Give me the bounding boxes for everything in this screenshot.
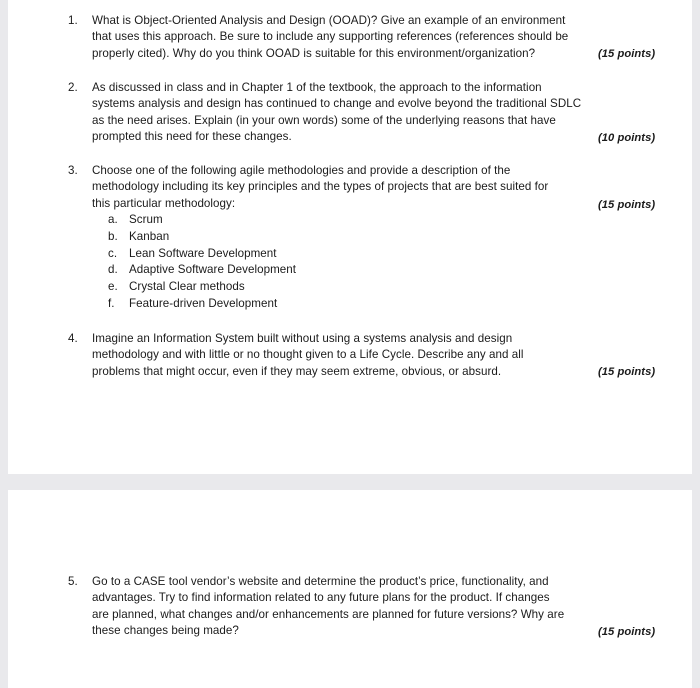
option-text: Feature-driven Development — [129, 297, 278, 310]
question-5-line-1: Go to a CASE tool vendor’s website and determine the product’s price, functionality, and — [92, 575, 549, 588]
option-letter: e. — [108, 280, 118, 294]
question-3-line-1: Choose one of the following agile methodologies and provide a description of the — [92, 164, 511, 177]
option-letter: b. — [108, 229, 118, 243]
question-5-number: 5. — [68, 575, 78, 588]
question-4-line-3: problems that might occur, even if they may seem extreme, obvious, or absurd. — [92, 364, 502, 378]
option-text: Adaptive Software Development — [129, 263, 297, 277]
question-2-number: 2. — [68, 81, 78, 94]
question-1-number: 1. — [68, 14, 78, 27]
question-1-points: (15 points) — [598, 48, 656, 60]
question-1-line-3: properly cited). Why do you think OOAD is suitable for this environment/organization? — [92, 46, 536, 60]
document-page-1 — [8, 0, 692, 474]
question-1-line-2: that uses this approach. Be sure to include any supporting references (references should be — [92, 30, 569, 44]
question-2-line-1: As discussed in class and in Chapter 1 of the textbook, the approach to the information — [92, 81, 542, 94]
question-4-number: 4. — [68, 332, 78, 345]
option-text: Scrum — [129, 213, 163, 226]
question-5-line-3: are planned, what changes and/or enhancements are planned for future versions? Why are — [92, 607, 565, 621]
question-2-line-4: prompted this need for these changes. — [92, 130, 292, 144]
option-letter: d. — [108, 263, 118, 277]
question-4-line-2: methodology and with little or no thought given to a Life Cycle. Describe any and all — [92, 348, 524, 362]
question-5-line-2: advantages. Try to find information related to any future plans for the product. If changes — [92, 591, 550, 605]
question-3-line-3: this particular methodology: — [92, 196, 236, 210]
question-5-points: (15 points) — [598, 626, 656, 638]
option-text: Kanban — [129, 229, 170, 243]
question-2-line-2: systems analysis and design has continued to change and evolve beyond the traditional SDLC — [92, 97, 582, 111]
question-5-line-4: these changes being made? — [92, 624, 239, 638]
option-letter: a. — [108, 213, 118, 226]
option-text: Lean Software Development — [129, 246, 277, 260]
question-4-line-1: Imagine an Information System built without using a systems analysis and design — [92, 332, 513, 345]
question-3-line-2: methodology including its key principles and the types of projects that are best suited for — [92, 180, 549, 194]
question-4-points: (15 points) — [598, 366, 656, 378]
question-3-points: (15 points) — [598, 199, 656, 211]
question-1-line-1: What is Object-Oriented Analysis and Design (OOAD)? Give an example of an environment — [92, 14, 566, 27]
option-letter: c. — [108, 246, 118, 260]
question-2-line-3: as the need arises. Explain (in your own words) some of the underlying reasons that have — [92, 113, 556, 127]
option-text: Crystal Clear methods — [129, 280, 245, 294]
question-2-points: (10 points) — [598, 132, 656, 144]
question-3-number: 3. — [68, 164, 78, 177]
document-page-2 — [8, 490, 692, 688]
option-letter: f. — [108, 297, 115, 310]
